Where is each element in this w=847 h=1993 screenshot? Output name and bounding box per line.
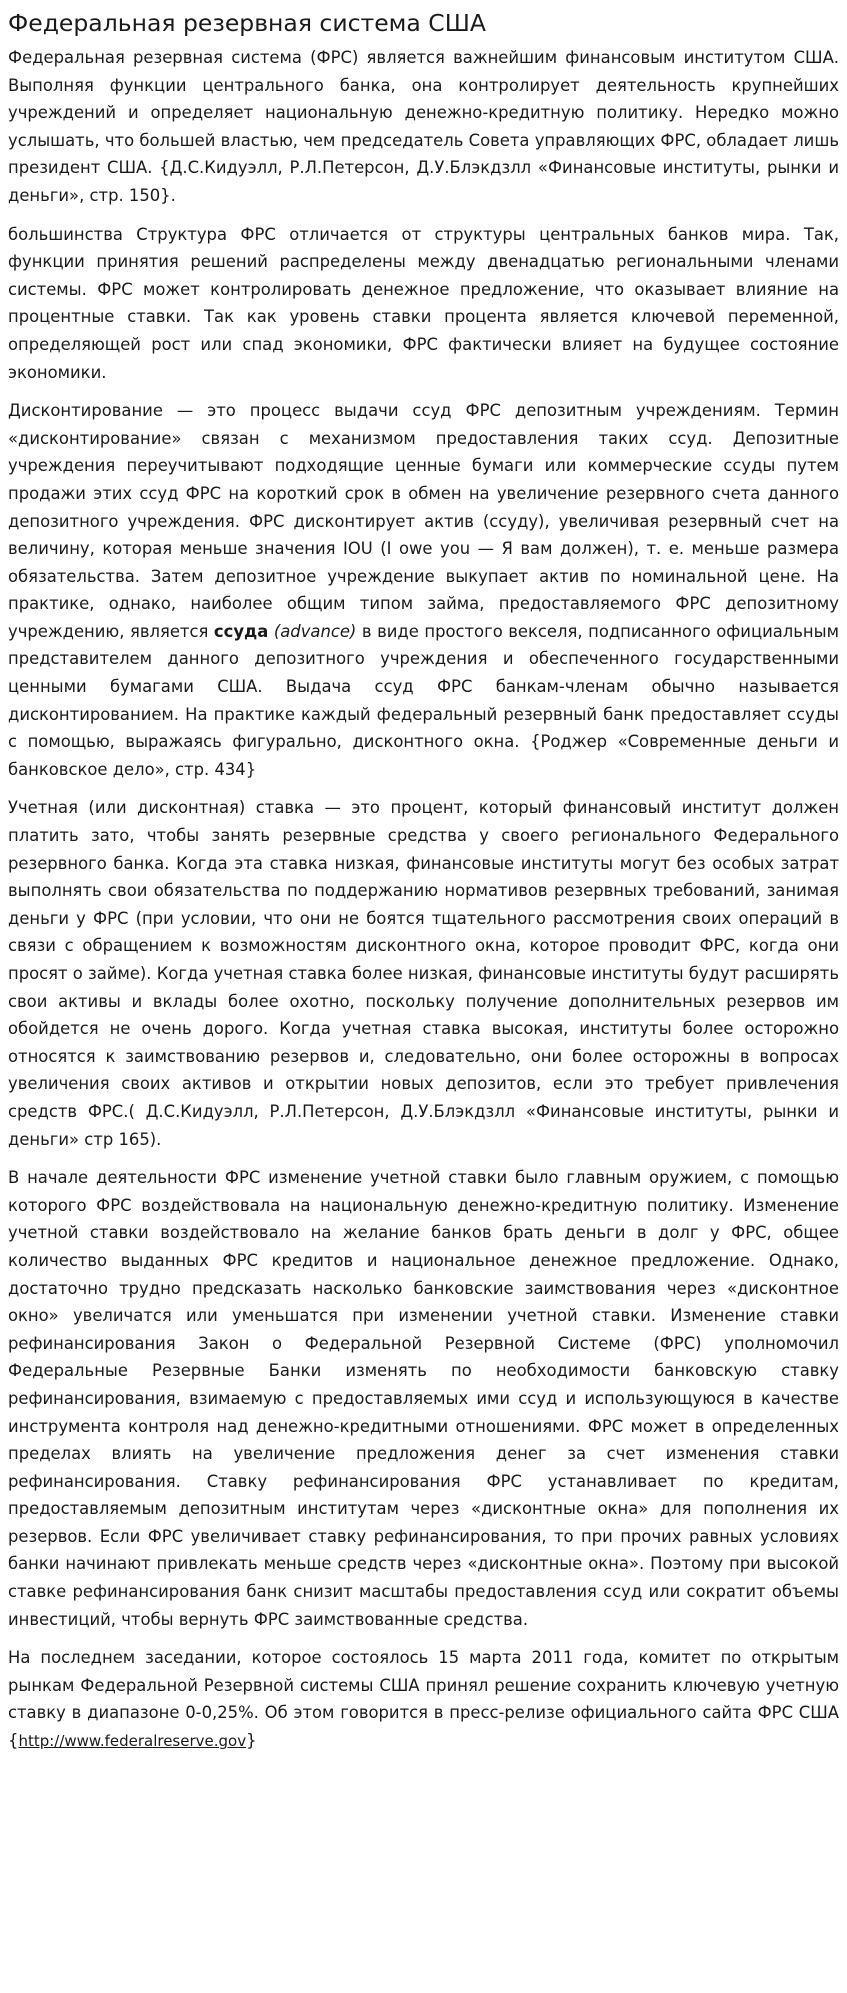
- paragraph-latest-meeting: [8, 1644, 839, 1755]
- page-title: Федеральная резервная система США: [8, 9, 486, 37]
- paragraph-discounting-text-2: в виде простого векселя, подписанного официальным представителем данного депозитного учреждения и обеспеченного государственными ценными бумагами США. Выдача ссуд ФРС банкам-членам обычно называется дисконтированием. На практике каждый федеральный резервный банк предоставляет ссуды с помощью, выражаясь фигурально, дисконтного окна. {Роджер «Современные деньги и банковское дело», стр. 434}: [8, 621, 839, 779]
- paragraph-structure: большинства Структура ФРС отличается от структуры центральных банков мира. Так, функции принятия решений распределены между двенадцатью региональными членами системы. ФРС может контролировать денежное предложение, что оказывает влияние на процентные ставки. Так как уровень ставки процента является ключевой переменной, определяющей рост или спад экономики, ФРС фактически влияет на будущее состояние экономики.: [8, 224, 839, 382]
- paragraph-discounting: [8, 397, 839, 783]
- federalreserve-link[interactable]: http://www.federalreserve.gov: [18, 1732, 247, 1751]
- paragraph-discounting-text-1: Дисконтирование — это процесс выдачи ссуд ФРС депозитным учреждениям. Термин «дисконтирование» связан с механизмом предоставления таких ссуд. Депозитные учреждения переучитывают подходящие ценные бумаги или коммерческие ссуды путем продажи этих ссуд ФРС на короткий срок в обмен на увеличение резервного счета данного депозитного учреждения. ФРС дисконтирует актив (ссуду), увеличивая резервный счет на величину, которая меньше значения IOU (I owe you — Я вам должен), т. е. меньше размера обязательства. Затем депозитное учреждение выкупает актив по номинальной цене. На практике, однако, наиболее общим типом займа, предоставляемого ФРС депозитному учреждению, является: [8, 401, 839, 641]
- term-ssuda: ссуда: [213, 621, 269, 641]
- closing-brace: }: [246, 1731, 257, 1751]
- paragraph-intro: Федеральная резервная система (ФРС) является важнейшим финансовым институтом США. Выполняя функции центрального банка, она контролирует деятельность крупнейших учреждений и определяет национальную денежно-кредитную политику. Нередко можно услышать, что большей властью, чем председатель Совета управляющих ФРС, обладает лишь президент США. {Д.С.Кидуэлл, Р.Л.Петерсон, Д.У.Блэкдзлл «Финансовые институты, рынки и деньги», стр. 150}.: [8, 48, 839, 205]
- paragraph-refinancing: В начале деятельности ФРС изменение учетной ставки было главным оружием, с помощью которого ФРС воздействовала на национальную денежно-кредитную политику. Изменение учетной ставки воздействовало на желание банков брать деньги в долг у ФРС, общее количество выданных ФРС кредитов и национальное денежное предложение. Однако, достаточно трудно предсказать насколько банковские заимствования через «дисконтное окно» увеличатся или уменьшатся при изменении учетной ставки. Изменение ставки рефинансирования Закон о Федеральной Резервной Системе (ФРС) уполномочил Федеральные Резервные Банки изменять по необходимости банковскую ставку рефинансирования, взимаемую с предоставляемых ими ссуд и использующуюся в качестве инструмента контроля над денежно-кредитными отношениями. ФРС может в определенных пределах влиять на увеличение предложения денег за счет изменения ставки рефинансирования. Ставку рефинансирования ФРС устанавливает по кредитам, предоставляемым депозитным институтам через «дисконтные окна» для пополнения их резервов. Если ФРС увеличивает ставку рефинансирования, то при прочих равных условиях банки начинают привлекать меньше средств через «дисконтные окна». Поэтому при высокой ставке рефинансирования банк снизит масштабы предоставления ссуд или сократит объемы инвестиций, чтобы вернуть ФРС заимствованные средства.: [8, 1168, 839, 1629]
- paragraph-discount-rate: Учетная (или дисконтная) ставка — это процент, который финансовый институт должен платить зато, чтобы занять резервные средства у своего регионального Федерального резервного банка. Когда эта ставка низкая, финансовые институты могут без особых затрат выполнять свои обязательства по поддержанию нормативов резервных требований, занимая деньги у ФРС (при условии, что они не боятся тщательного рассмотрения своих операций в связи с обращением к возможностям дисконтного окна, которое проводит ФРС, когда они просят о займе). Когда учетная ставка более низкая, финансовые институты будут расширять свои активы и вклады более охотно, поскольку получение дополнительных резервов им обойдется не очень дорого. Когда учетная ставка высокая, институты более осторожно относятся к заимствованию резервов и, следовательно, они более осторожны в вопросах увеличения своих активов и открытии новых депозитов, если это требует привлечения средств ФРС.( Д.С.Кидуэлл, Р.Л.Петерсон, Д.У.Блэкдзлл «Финансовые институты, рынки и деньги» стр 165).: [8, 798, 839, 1149]
- paragraph-latest-meeting-text: На последнем заседании, которое состоялось 15 марта 2011 года, комитет по открытым рынкам Федеральной Резервной системы США принял решение сохранить ключевую учетную ставку в диапазоне 0-0,25%. Об этом говорится в пресс-релизе официального сайта ФРС США {: [8, 1648, 839, 1751]
- term-advance: (advance): [273, 621, 357, 641]
